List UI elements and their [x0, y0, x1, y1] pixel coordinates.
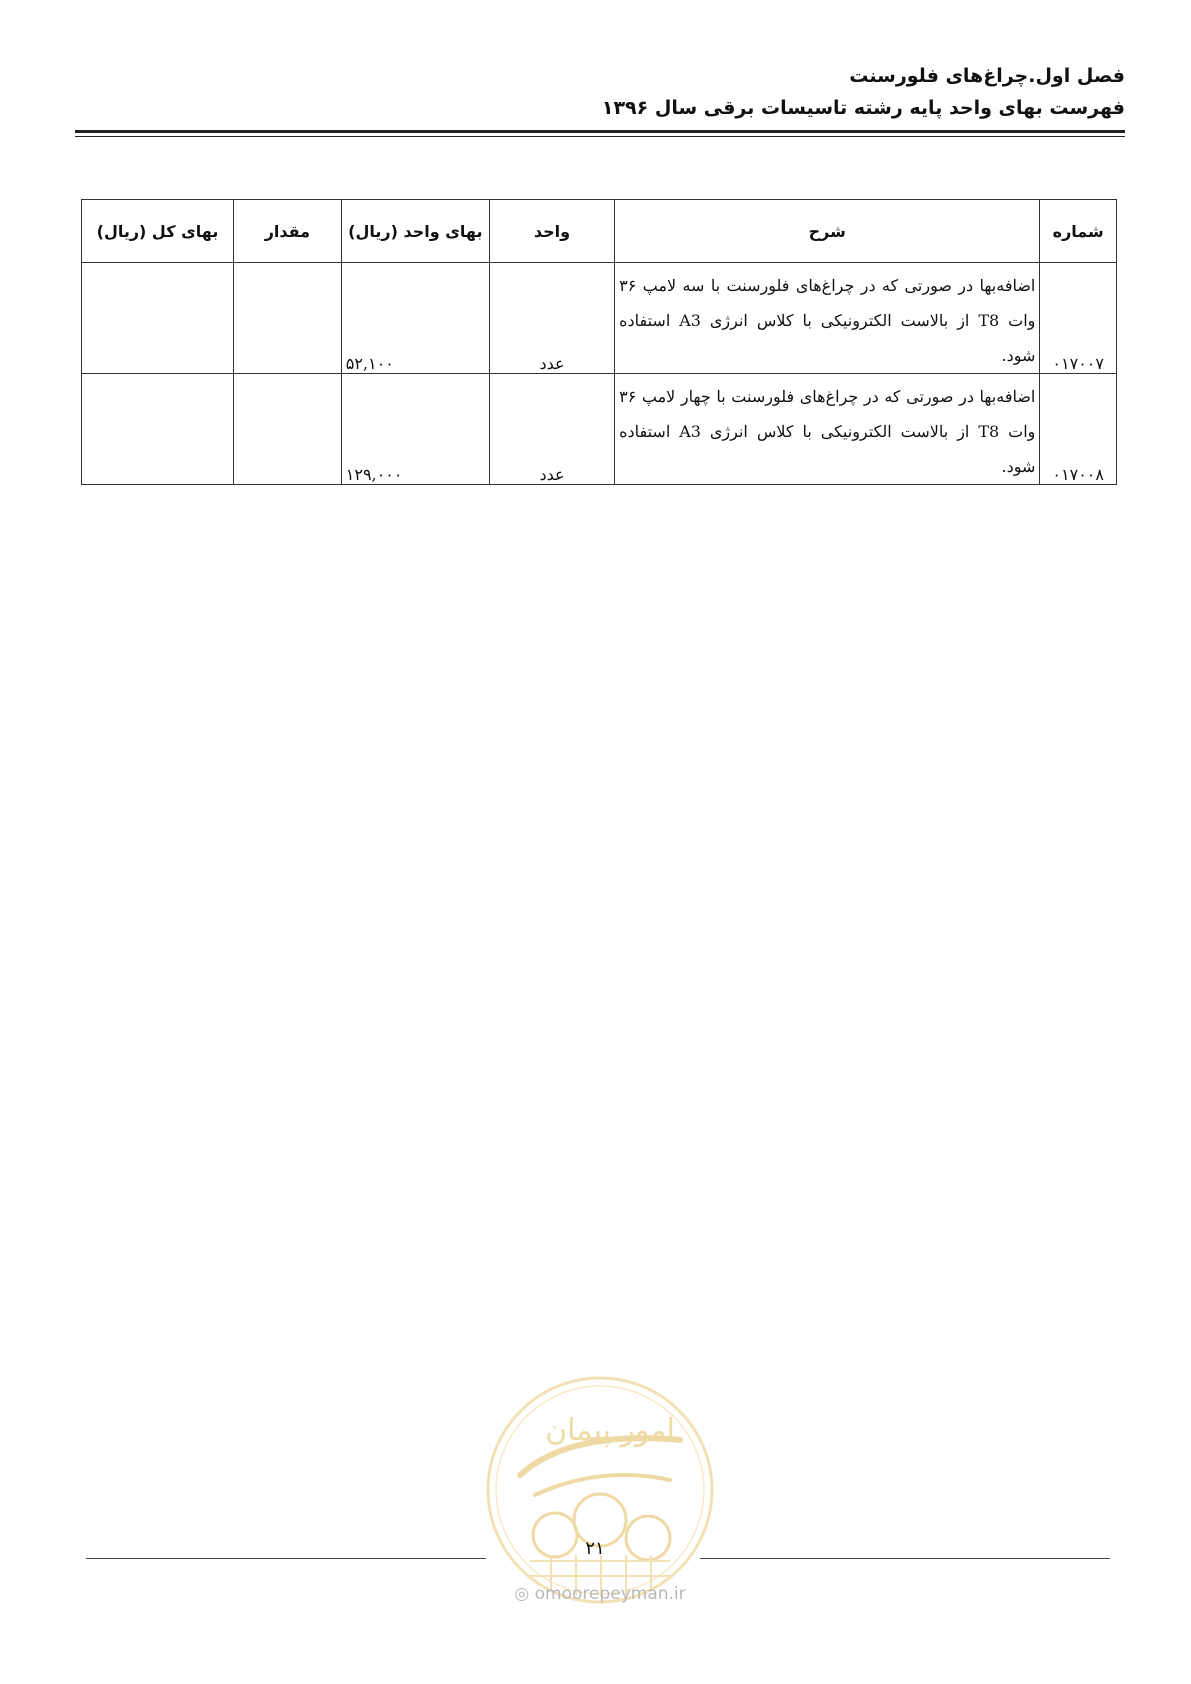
- row-total-price: [82, 263, 234, 374]
- document-subtitle: فهرست بهای واحد پایه رشته تاسیسات برقی سال ۱۳۹۶: [601, 97, 1125, 119]
- watermark-text: امور پیمان: [545, 1413, 675, 1448]
- table-row: [82, 263, 1117, 374]
- column-header-unit: واحد: [489, 200, 614, 263]
- table-row: [82, 374, 1117, 485]
- column-header-description: شرح: [615, 200, 1040, 263]
- row-unit-price: ۱۲۹,۰۰۰: [341, 374, 489, 485]
- row-unit: عدد: [489, 374, 614, 485]
- row-description: اضافه‌بها در صورتی که در چراغ‌های فلورسنت با سه لامپ ۳۶ وات T8 از بالاست الکترونیکی با کلاس انرژی A3 استفاده شود.: [615, 263, 1040, 374]
- page-header: [75, 60, 1125, 124]
- row-description: اضافه‌بها در صورتی که در چراغ‌های فلورسنت با چهار لامپ ۳۶ وات T8 از بالاست الکترونیکی با کلاس انرژی A3 استفاده شود.: [615, 374, 1040, 485]
- row-code: ۰۱۷۰۰۸: [1040, 374, 1117, 485]
- column-header-unit-price: بهای واحد (ریال): [341, 200, 489, 263]
- column-header-code: شماره: [1040, 200, 1117, 263]
- footer-divider-left: [86, 1558, 486, 1559]
- row-unit: عدد: [489, 263, 614, 374]
- table-header-row: [82, 200, 1117, 263]
- globe-icon: ◎: [514, 1584, 530, 1604]
- row-quantity: [233, 263, 341, 374]
- page-number: ۲۱: [585, 1538, 605, 1559]
- header-divider-thick: [75, 130, 1125, 133]
- footer-divider-right: [700, 1558, 1110, 1559]
- header-divider-thin: [75, 136, 1125, 137]
- website-text: omoorepeyman.ir: [534, 1584, 686, 1604]
- chapter-title: فصل اول.چراغ‌های فلورسنت: [849, 65, 1125, 87]
- column-header-quantity: مقدار: [233, 200, 341, 263]
- price-table: [81, 199, 1117, 485]
- row-code: ۰۱۷۰۰۷: [1040, 263, 1117, 374]
- website-watermark: [480, 1584, 720, 1604]
- row-unit-price: ۵۲,۱۰۰: [341, 263, 489, 374]
- row-quantity: [233, 374, 341, 485]
- column-header-total-price: بهای کل (ریال): [82, 200, 234, 263]
- row-total-price: [82, 374, 234, 485]
- omoore-peyman-watermark-logo: [480, 1370, 720, 1610]
